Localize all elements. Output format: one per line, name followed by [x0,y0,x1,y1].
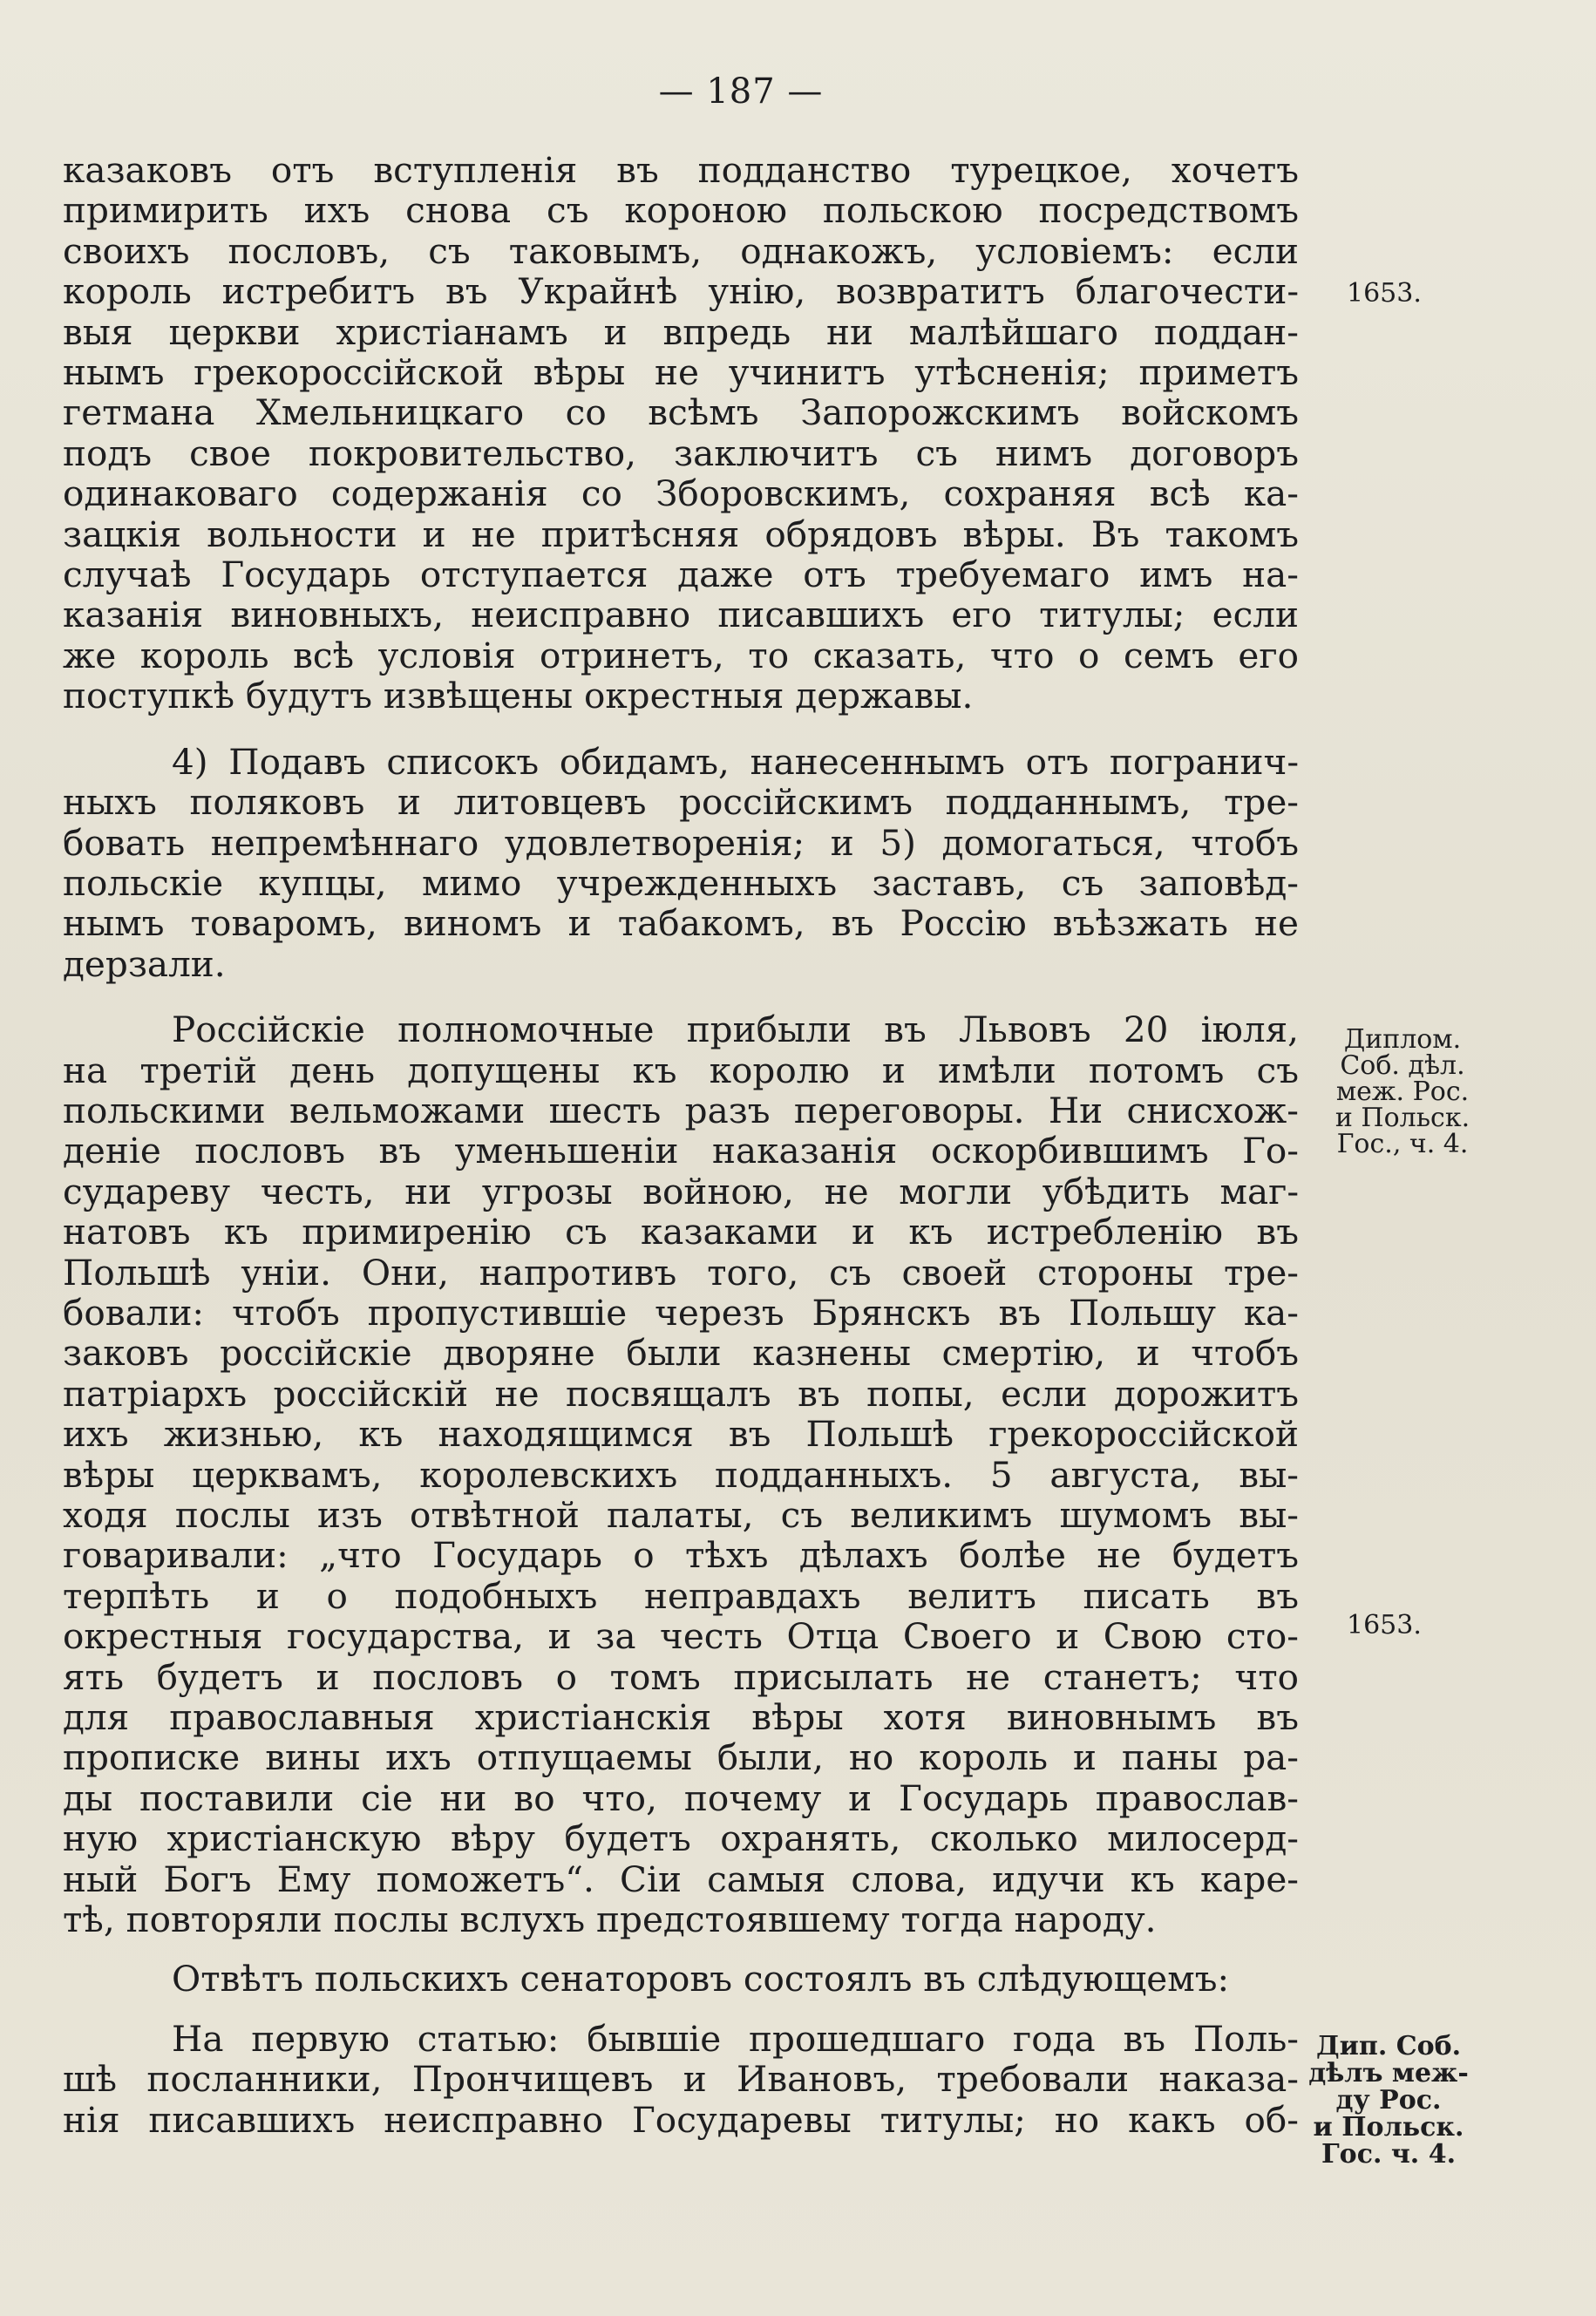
text-line: на третій день допущены къ королю и имѣли потомъ съ [63,1049,1299,1091]
text-line: одинаковаго содержанія со Зборовскимъ, сохраняя всѣ ка- [63,472,1299,515]
paragraph-3 [63,1009,1299,1939]
text-line: случаѣ Государь отступается даже отъ требуемаго имъ на- [63,554,1299,596]
text-line: ды поставили сіе ни во что, почему и Государь православ- [63,1776,1299,1819]
text-line: натовъ къ примиренію съ казаками и къ истребленію въ [63,1211,1299,1253]
text-line: нымъ товаромъ, виномъ и табакомъ, въ Россію въѣзжать не [63,902,1299,945]
text-line: гетмана Хмельницкаго со всѣмъ Запорожскимъ войскомъ [63,391,1299,434]
text-line: польскими вельможами шесть разъ переговоры. Ни снисхож- [63,1089,1299,1131]
text-line: поступкѣ будутъ извѣщены окрестныя державы. [63,675,974,717]
text-line: подъ свое покровительство, заключитъ съ нимъ договоръ [63,431,1299,474]
margin-note-line: дѣлъ меж- [1308,2058,1469,2088]
margin-note-line: ду Рос. [1335,2085,1442,2116]
paragraph-1 [63,150,1299,717]
text-line: деніе пословъ въ уменьшеніи наказанія оскорбившимъ Го- [63,1130,1299,1172]
text-line: 4) Подавъ списокъ обидамъ, нанесеннымъ отъ погранич- [172,740,1299,783]
text-line: Россійскіе полномочные прибыли въ Львовъ 20 іюля, [172,1009,1299,1051]
text-line: ный Богъ Ему поможетъ“. Сіи самыя слова, идучи къ каре- [63,1858,1299,1900]
text-line: вѣры церквамъ, королевскихъ подданныхъ. 5 августа, вы- [63,1453,1299,1496]
text-line: говаривали: „что Государь о тѣхъ дѣлахъ болѣе не будетъ [63,1534,1299,1577]
text-line: для православныя христіанскія вѣры хотя виновнымъ въ [63,1696,1299,1739]
text-line: тѣ, повторяли послы вслухъ предстоявшему тогда народу. [63,1898,1157,1941]
text-line: король истребитъ въ Украйнѣ унію, возвратитъ благочести- [63,270,1299,313]
text-line: же король всѣ условія отринетъ, то сказать, что о семъ его [63,634,1299,676]
margin-source-note [1301,2033,1477,2168]
text-line: дерзали. [63,942,226,985]
paragraph-5 [63,2019,1299,2140]
text-line: Польшѣ уніи. Они, напротивъ того, съ своей стороны тре- [63,1251,1299,1294]
text-line: терпѣть и о подобныхъ неправдахъ велитъ писать въ [63,1574,1299,1617]
margin-year: 1653. [1347,1610,1422,1640]
main-text [63,150,1299,2140]
margin-note-line: Дип. Соб. [1315,2031,1462,2061]
margin-year: 1653. [1347,278,1422,309]
page-number: — 187 — [658,71,824,112]
text-line: польскіе купцы, мимо учрежденныхъ заставъ, съ заповѣд- [63,861,1299,904]
text-line: казаковъ отъ вступленія въ подданство турецкое, хочетъ [63,149,1299,191]
text-line: ходя послы изъ отвѣтной палаты, съ великимъ шумомъ вы- [63,1494,1299,1536]
margin-note-line: Диплом. [1343,1024,1462,1055]
text-line: заковъ россійскіе дворяне были казнены смертію, и чтобъ [63,1332,1299,1375]
text-line: бовать непремѣннаго удовлетворенія; и 5) домогаться, чтобъ [63,821,1299,864]
margin-note-line: и Польск. [1335,1103,1470,1133]
text-line: Отвѣтъ польскихъ сенаторовъ состоялъ въ слѣдующемъ: [172,1958,1230,2000]
text-line: нія писавшихъ неисправно Государевы титулы; но какъ об- [63,2098,1299,2141]
text-line: казанія виновныхъ, неисправно писавшихъ его титулы; если [63,594,1299,636]
text-line: прописке вины ихъ отпущаемы были, но король и паны ра- [63,1736,1299,1779]
text-line: ять будетъ и пословъ о томъ присылать не станетъ; что [63,1655,1299,1698]
text-line: бовали: чтобъ пропустившіе черезъ Брянскъ въ Польшу ка- [63,1291,1299,1334]
text-line: примирить ихъ снова съ короною польскою посредствомъ [63,189,1299,232]
text-line: патріархъ россійскій не посвящалъ въ попы, если дорожитъ [63,1372,1299,1415]
text-line: На первую статью: бывшіе прошедшаго года въ Поль- [172,2017,1299,2060]
margin-note-line: Гос. ч. 4. [1321,2139,1457,2170]
text-line: ныхъ поляковъ и литовцевъ россійскимъ подданнымъ, тре- [63,781,1299,824]
margin-note-line: и Польск. [1313,2112,1464,2143]
text-line: ную христіанскую вѣру будетъ охранять, сколько милосерд- [63,1817,1299,1860]
paragraph-4 [63,1959,1299,1999]
text-line: зацкія вольности и не притѣсняя обрядовъ вѣры. Въ такомъ [63,513,1299,555]
text-line: своихъ пословъ, съ таковымъ, однакожъ, условіемъ: если [63,229,1299,272]
text-line: судареву честь, ни угрозы войною, не могли убѣдить маг- [63,1170,1299,1212]
text-line: выя церкви христіанамъ и впредь ни малѣйшаго поддан- [63,310,1299,353]
text-line: окрестныя государства, и за честь Отца Своего и Свою сто- [63,1615,1299,1658]
margin-note-line: меж. Рос. [1335,1076,1470,1107]
margin-note-line: Соб. дѣл. [1340,1050,1465,1081]
text-line: ихъ жизнью, къ находящимся въ Польшѣ грекороссійской [63,1413,1299,1456]
text-line: нымъ грекороссійской вѣры не учинитъ утѣсненія; приметъ [63,351,1299,394]
paragraph-2 [63,742,1299,984]
margin-note-line: Гос., ч. 4. [1336,1129,1469,1159]
margin-source-note [1334,1024,1471,1159]
text-line: шѣ посланники, Прончищевъ и Ивановъ, требовали наказа- [63,2058,1299,2101]
